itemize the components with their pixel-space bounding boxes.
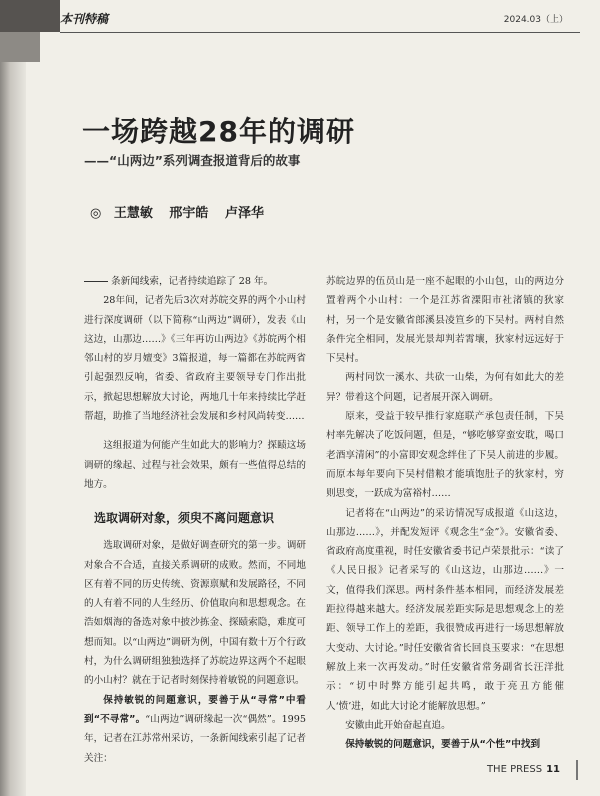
paragraph: 28年间，记者先后3次对苏皖交界的两个小山村进行深度调研（以下简称“山两边”调研），发表《山这边，山那边……》《三年再访山两边》《苏皖两个相邻山村的岁月嬗变》3篇报道，每一篇都在苏皖两省引起强烈反响，省委、省政府主要领导专门作出批示，掀起思想解放大讨论，两地几十年来持续比学赶帮超，助推了当地经济社会发展和乡村风尚转变…… — [84, 295, 306, 423]
paragraph: 这组报道为何能产生如此大的影响力？探赜这场调研的缘起、过程与社会效果，颇有一些值得总结的地方。 — [84, 440, 306, 490]
page-edge-gray — [0, 32, 40, 62]
paragraph: 选取调研对象，是做好调查研究的第一步。调研对象合不合适，直接关系调研的成败。然而，不同地区有着不同的历史传统、资源禀赋和发展路径，不同的人有着不同的人生经历、价值取向和思想观念。在浩如烟海的备选对象中披沙拣金、探赜索隐，难度可想而知。以“山两边”调研为例，中国有数十万个行政村，为什么调研组独独选择了苏皖边界这两个不起眼的小山村？就在于记者时刻保持着敏锐的问题意识。 — [84, 540, 306, 687]
right-column — [326, 272, 564, 754]
author-name: 卢泽华 — [224, 206, 264, 221]
header-divider — [60, 32, 580, 33]
page-edge-dark — [0, 0, 60, 32]
paragraph: 记者将在“山两边”的采访情况写成报道《山这边，山那边……》，并配发短评《观念生“金”》。安徽省委、省政府高度重视，时任安徽省委书记卢荣景批示：“读了《人民日报》记者采写的《山这边，山那边……》一文，值得我们深思。两村条件基本相同，而经济发展差距拉得越来越大。经济发展差距实际是思想观念上的差距、领导工作上的差距，我很赞成再进行一场思想解放大变动、大讨论。”时任安徽省省长回良玉要求：“在思想解放上来一次再发动。”时任安徽省常务副省长汪洋批示：“切中时弊方能引起共鸣，敢于亮丑方能催人‘愤’进，如此大讨论才能解放思想。” — [326, 507, 564, 712]
paragraph: 条新闻线索，记者持续追踪了 28 年。 — [84, 272, 306, 291]
left-column — [84, 272, 306, 768]
author-name: 邢宇皓 — [169, 206, 209, 221]
article-title: 一场跨越28年的调研 — [82, 115, 355, 148]
page-number: 11 — [546, 764, 560, 775]
author-name: 王慧敏 — [113, 206, 153, 221]
author-line — [90, 202, 276, 221]
article-subtitle: ——“山两边”系列调查报道背后的故事 — [84, 153, 301, 168]
section-label: 本刊特稿 — [60, 12, 109, 26]
paragraph: 保持敏锐的问题意识，要善于从“寻常”中看到“不寻常”。“山两边”调研缘起一次“偶然”。1995 年，记者在江苏常州采访，一条新闻线索引起了记者关注： — [84, 694, 306, 764]
bold-lead: 保持敏锐的问题意识，要善于从“个性”中找到 — [345, 739, 541, 751]
magazine-name: THE PRESS — [486, 764, 543, 775]
paragraph: 安徽由此开始奋起直追。 — [345, 719, 451, 731]
issue-date: 2024.03（上） — [503, 15, 568, 25]
page-footer — [487, 764, 560, 775]
section-heading: 选取调研对象，须臾不离问题意识 — [94, 511, 275, 526]
bold-lead: 保持敏锐的问题意识，要善于从“寻常”中看到“不寻常”。 — [84, 694, 306, 725]
author-bullet: ◎ — [90, 206, 102, 221]
paragraph: 原来，受益于较早推行家庭联产承包责任制，下吴村率先解决了吃饭问题，但是，“够吃够穿蛮安耽，喝口老酒享清闲”的小富即安观念绊住了下吴人前进的步履。而原本每年要向下吴村借粮才能填饱肚子的狄家村，穷则思变，一跃成为富裕村…… — [326, 411, 564, 500]
lead-rule — [84, 281, 108, 282]
footer-tick — [576, 760, 578, 780]
paragraph: 苏皖边界的伍员山是一座不起眼的小山包，山的两边分置着两个小山村：一个是江苏省溧阳市社渚镇的狄家村，另一个是安徽省郎溪县凌笪乡的下吴村。两村自然条件完全相同，发展光景却判若霄壤，狄家村远远好于下吴村。 — [326, 276, 564, 365]
paragraph: 两村同饮一溪水、共砍一山柴，为何有如此大的差异？带着这个问题，记者展开深入调研。 — [326, 372, 564, 403]
page-fold-shadow — [0, 0, 26, 796]
